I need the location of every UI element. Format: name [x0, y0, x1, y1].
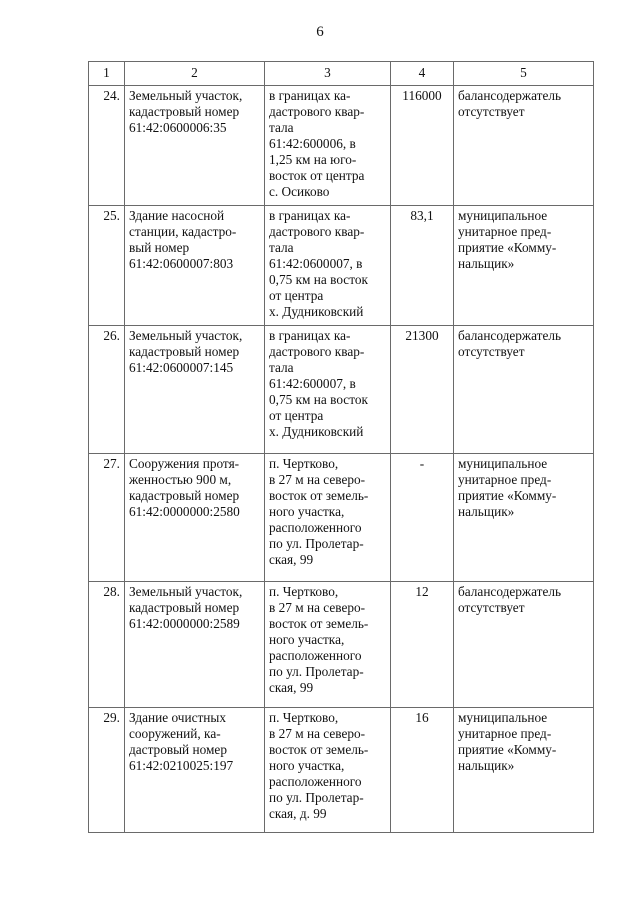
page-number: 6 [316, 24, 324, 40]
object-area: 116000 [391, 86, 454, 206]
object-name: Здание насосной станции, кадастро- вый номер 61:42:0600007:803 [125, 206, 265, 326]
row-number: 26. [89, 326, 125, 454]
object-area: 83,1 [391, 206, 454, 326]
row-number: 24. [89, 86, 125, 206]
row-number: 27. [89, 454, 125, 582]
object-location: п. Чертково, в 27 м на северо- восток от земель- ного участка, расположенного по ул. Пролетар- ская, 99 [265, 454, 391, 582]
table-row [89, 86, 594, 206]
column-header: 5 [454, 62, 594, 86]
object-name: Земельный участок, кадастровый номер 61:42:0600006:35 [125, 86, 265, 206]
balance-holder: муниципальное унитарное пред- приятие «Комму- нальщик» [454, 708, 594, 833]
object-area: 16 [391, 708, 454, 833]
table-row [89, 326, 594, 454]
balance-holder: муниципальное унитарное пред- приятие «Комму- нальщик» [454, 206, 594, 326]
column-header: 4 [391, 62, 454, 86]
object-name: Земельный участок, кадастровый номер 61:42:0600007:145 [125, 326, 265, 454]
object-location: п. Чертково, в 27 м на северо- восток от земель- ного участка, расположенного по ул. Пролетар- ская, д. 99 [265, 708, 391, 833]
table-row [89, 206, 594, 326]
balance-holder: муниципальное унитарное пред- приятие «Комму- нальщик» [454, 454, 594, 582]
row-number: 25. [89, 206, 125, 326]
object-area: 21300 [391, 326, 454, 454]
column-header: 2 [125, 62, 265, 86]
object-location: в границах ка- дастрового квар- тала 61:42:600007, в 0,75 км на восток от центра х. Дудниковский [265, 326, 391, 454]
object-name: Здание очистных сооружений, ка- дастровый номер 61:42:0210025:197 [125, 708, 265, 833]
object-area: - [391, 454, 454, 582]
balance-holder: балансодержатель отсутствует [454, 326, 594, 454]
object-name: Сооружения протя- женностью 900 м, кадастровый номер 61:42:0000000:2580 [125, 454, 265, 582]
property-registry-table [88, 61, 594, 833]
row-number: 28. [89, 582, 125, 708]
object-location: в границах ка- дастрового квар- тала 61:42:0600007, в 0,75 км на восток от центра х. Дудниковский [265, 206, 391, 326]
column-header: 3 [265, 62, 391, 86]
object-name: Земельный участок, кадастровый номер 61:42:0000000:2589 [125, 582, 265, 708]
table-row [89, 582, 594, 708]
object-area: 12 [391, 582, 454, 708]
balance-holder: балансодержатель отсутствует [454, 86, 594, 206]
object-location: в границах ка- дастрового квар- тала 61:42:600006, в 1,25 км на юго- восток от центра с. Осиково [265, 86, 391, 206]
balance-holder: балансодержатель отсутствует [454, 582, 594, 708]
row-number: 29. [89, 708, 125, 833]
column-header: 1 [89, 62, 125, 86]
object-location: п. Чертково, в 27 м на северо- восток от земель- ного участка, расположенного по ул. Пролетар- ская, 99 [265, 582, 391, 708]
table-header-row [89, 62, 594, 86]
table-row [89, 708, 594, 833]
table-row [89, 454, 594, 582]
